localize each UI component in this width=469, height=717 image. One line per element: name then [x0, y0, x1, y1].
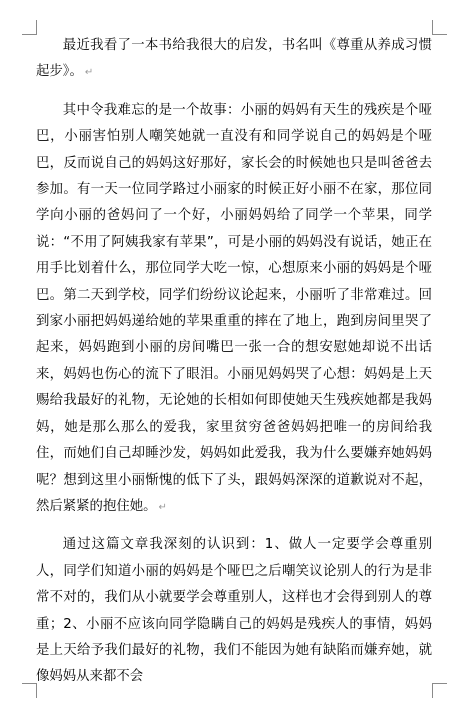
paragraph-intro	[36, 33, 432, 87]
paragraph-story	[36, 98, 432, 522]
paragraph-mark-icon: ↵	[84, 67, 94, 79]
crop-mark-bottom-left	[22, 683, 37, 698]
paragraph-text: 通过这篇文章我深刻的认识到：1、做人一定要学会尊重别人，同学们知道小丽的妈妈是个哑巴之后嘲笑议论别人的行为是非常不对的，我们从小就要学会尊重别人，这样也才会得到别人的尊重；2、小丽不应该向同学隐瞒自己的妈妈是残疾人的事情，妈妈是上天给予我们最好的礼物，我们不能因为她有缺陷而嫌弃她，就像妈妈从来都不会	[36, 537, 432, 685]
crop-mark-top-left	[22, 20, 37, 35]
paragraph-text: 最近我看了一本书给我很大的启发，书名叫《尊重从养成习惯起步》。	[36, 38, 432, 80]
paragraph-reflection	[36, 532, 432, 690]
document-body[interactable]	[36, 33, 432, 717]
crop-mark-bottom-right	[432, 683, 447, 698]
paragraph-text: 其中令我难忘的是一个故事：小丽的妈妈有天生的残疾是个哑巴，小丽害怕别人嘲笑她就一直没有和同学说自己的妈妈是个哑巴，反而说自己的妈妈这好那好，家长会的时候她也只是叫爸爸去参加。有一天一位同学路过小丽家的时候正好小丽不在家，那位同学向小丽的爸妈问了一个好，小丽妈妈给了同学一个苹果，同学说：“不用了阿姨我家有苹果”，可是小丽的妈妈没有说话，她正在用手比划着什么，那位同学大吃一惊，心想原来小丽的妈妈是个哑巴。第二天到学校，同学们纷纷议论起来，小丽听了非常难过。回到家小丽把妈妈递给她的苹果重重的摔在了地上，跑到房间里哭了起来，妈妈跑到小丽的房间嘴巴一张一合的想安慰她却说不出话来，妈妈也伤心的流下了眼泪。小丽见妈妈哭了心想：妈妈是上天赐给我最好的礼物，无论她的长相如何即使她天生残疾她都是我妈妈，她是那么那么的爱我，家里贫穷爸爸妈妈把唯一的房间给我住，而她们自己却睡沙发，妈妈如此爱我，我为什么要嫌弃她妈妈呢？想到这里小丽惭愧的低下了头，跟妈妈深深的道歉说对不起，然后紧紧的抱住她。	[36, 102, 432, 514]
crop-mark-top-right	[432, 20, 447, 35]
paragraph-mark-icon: ↵	[158, 501, 167, 513]
